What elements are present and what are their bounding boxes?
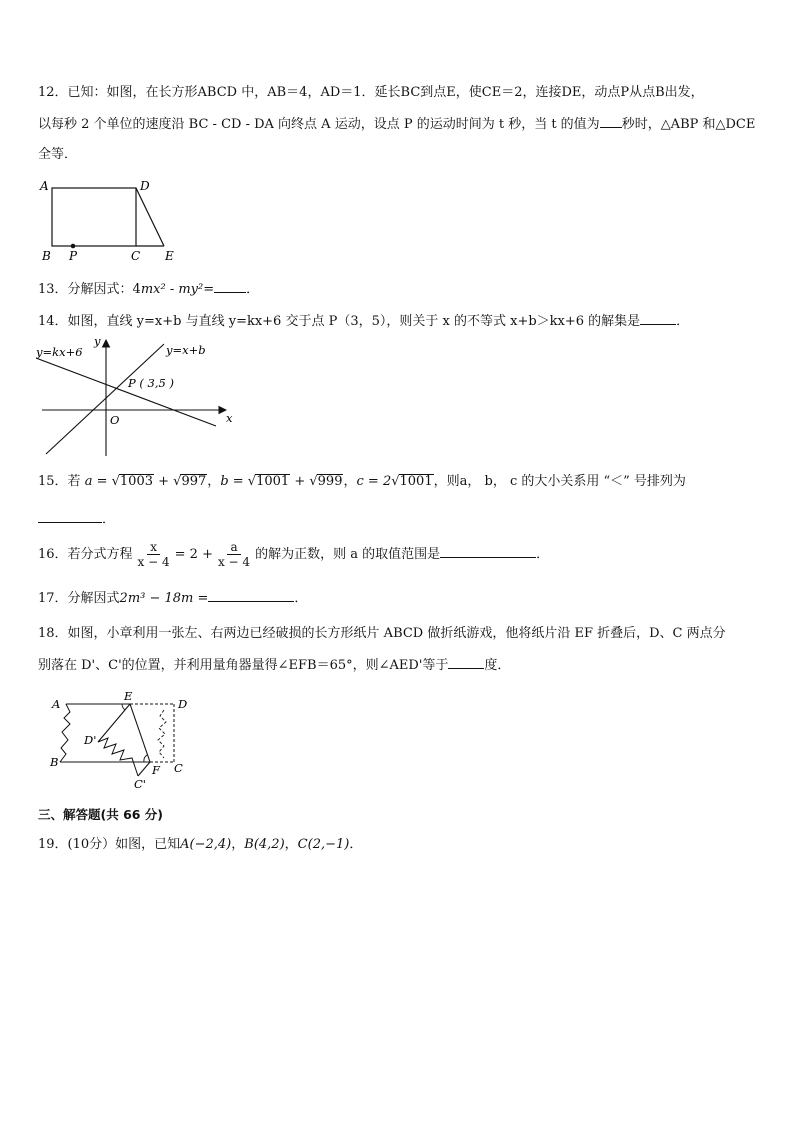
label-x: x [226, 411, 233, 425]
q18-line2a: 别落在 D'、C'的位置，并利用量角器量得∠EFB＝65°，则∠AED'等于 [38, 658, 449, 673]
label-b: B [50, 755, 59, 769]
q16-end: ． [536, 547, 550, 562]
q16-prefix: 16．若分式方程 [38, 547, 133, 562]
q15-a-lhs: a = [84, 474, 112, 489]
label-origin: O [110, 413, 120, 427]
q12-line3: 全等． [38, 147, 78, 162]
q12-line2 [38, 115, 755, 134]
q19-point-a: A(−2,4) [180, 837, 232, 852]
q15-root-1003: 1003 [119, 474, 153, 489]
q18-answer-blank [448, 656, 484, 669]
label-line-kx6: y=kx+6 [36, 345, 83, 359]
label-d: D [140, 179, 150, 193]
q15-answer-blank [38, 510, 102, 523]
sqrt-sign: √ [391, 474, 400, 489]
q16-suffix: 的解为正数，则 a 的取值范围是 [255, 547, 441, 562]
q14-figure [36, 334, 242, 458]
label-y: y [94, 334, 101, 348]
angle-mark-f [144, 755, 147, 762]
label-b: B [42, 249, 51, 263]
q12-line1: 12．已知：如图，在长方形ABCD 中，AB＝4，AD＝1．延长BC到点E，使CE＝2，连接DE，动点P从点B出发， [38, 85, 704, 100]
q17-prefix: 17．分解因式 [38, 591, 120, 606]
angle-mark-e [122, 704, 125, 710]
q17-expr: 2m³ − 18m = [119, 591, 209, 606]
label-c: C [131, 249, 141, 263]
label-e: E [124, 689, 133, 703]
q14-answer-blank [640, 312, 676, 325]
q15-b-lhs: b = [220, 474, 248, 489]
q17-line [38, 589, 307, 608]
q16-den2: x − 4 [217, 555, 251, 569]
label-c: C [174, 761, 183, 775]
sqrt-sign: √ [173, 474, 182, 489]
line-xb [46, 344, 164, 454]
segment-de [136, 188, 164, 246]
q19-end: ． [349, 837, 363, 852]
q15-end: ． [102, 512, 116, 527]
q17-answer-blank [208, 589, 294, 602]
q16-fraction-2 [215, 540, 253, 569]
q15-root-1001: 1001 [256, 474, 290, 489]
torn-edge-folded [98, 738, 138, 776]
label-f: F [152, 763, 160, 777]
torn-edge-right [158, 710, 166, 758]
section-heading: 三、解答题(共 66 分) [38, 807, 164, 822]
q14-text: 14．如图，直线 y=x+b 与直线 y=kx+6 交于点 P（3，5），则关于 x 的不等式 x+b＞kx+6 的解集是 [38, 314, 641, 329]
q15-c-lhs: c = 2 [356, 474, 392, 489]
rectangle-abcd [52, 188, 136, 246]
q15-line: 15．若 a = √1003 + √997，b = √1001 + √999，c = 2√1001，则a， b， c 的大小关系用 “＜” 号排列为 [38, 474, 686, 489]
q12-answer-blank [600, 115, 622, 128]
label-a: A [52, 697, 61, 711]
fold-line-ef [130, 704, 150, 762]
point-p [71, 244, 76, 249]
sqrt-sign: √ [111, 474, 120, 489]
q18-line2 [38, 656, 510, 675]
q16-mid: = 2 + [174, 547, 213, 562]
q14-line [38, 312, 689, 331]
label-d: D [178, 697, 188, 711]
label-c-prime: C' [134, 777, 146, 791]
label-p: P [69, 249, 78, 263]
line-kx6 [36, 358, 216, 426]
q16-num1: x [147, 540, 160, 555]
q12-line2b: 秒时，△ABP 和△DCE [621, 117, 756, 132]
q12-figure [36, 178, 186, 264]
q15-root-1001-b: 1001 [399, 474, 433, 489]
label-a: A [40, 179, 49, 193]
q16-answer-blank [440, 545, 536, 558]
q19-line: 19．(10分）如图，已知A(−2,4)，B(4,2)，C(2,−1)． [38, 837, 363, 852]
q17-end: ． [294, 591, 308, 606]
q13-prefix: 13．分解因式：4 [38, 282, 141, 297]
q16-fraction-1 [135, 540, 173, 569]
q14-suffix: ． [676, 314, 690, 329]
q19-prefix: 19．(10分）如图，已知 [38, 837, 181, 852]
q12-line2a: 以每秒 2 个单位的速度沿 BC - CD - DA 向终点 A 运动，设点 P 的运动时间为 t 秒，当 t 的值为 [38, 117, 600, 132]
q15-tail: ，则a， b， c 的大小关系用 “＜” 号排列为 [433, 474, 686, 489]
sqrt-sign: √ [247, 474, 257, 489]
torn-edge-left [60, 704, 70, 762]
label-e: E [165, 249, 174, 263]
sqrt-sign: √ [309, 474, 318, 489]
label-point-p: P ( 3,5 ) [128, 376, 174, 390]
q18-line2b: 度． [484, 658, 511, 673]
q13-line [38, 280, 259, 299]
label-line-xb: y=x+b [166, 343, 206, 357]
edge-fc-prime [138, 762, 150, 776]
q16-line [38, 540, 549, 569]
q15-prefix: 15．若 [38, 474, 81, 489]
q13-expr: mx² - my²= [140, 282, 215, 297]
q13-answer-blank [214, 280, 246, 293]
q19-point-c: C(2,−1) [297, 837, 350, 852]
q16-num2: a [227, 540, 240, 555]
q18-line1: 18．如图，小章利用一张左、右两边已经破损的长方形纸片 ABCD 做折纸游戏，他将纸片沿 EF 折叠后，D、C 两点分 [38, 626, 726, 641]
q19-point-b: B(4,2) [244, 837, 285, 852]
label-d-prime: D' [84, 733, 97, 747]
q18-figure [46, 688, 196, 792]
q13-suffix: ． [246, 282, 260, 297]
q15-line2 [38, 510, 115, 529]
q15-root-999: 999 [317, 474, 343, 489]
q15-root-997: 997 [181, 474, 207, 489]
q16-den1: x − 4 [137, 555, 170, 569]
